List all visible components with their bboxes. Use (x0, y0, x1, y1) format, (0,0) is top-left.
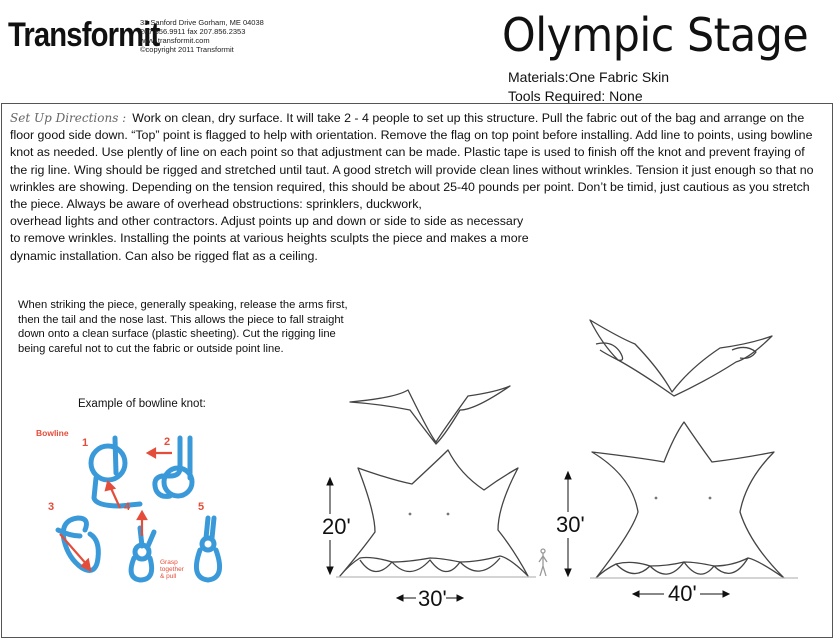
company-address: 33 Sanford Drive Gorham, ME 04038 (140, 18, 264, 27)
knot-arrowhead-4 (138, 512, 146, 519)
large-width-arrowhead-left (633, 591, 639, 597)
large-stage-top-view-flap-left (596, 343, 623, 360)
knot-arrowhead-2 (148, 449, 155, 457)
large-stage-elevation (592, 422, 784, 578)
small-stage-width-label: 30' (418, 586, 447, 611)
knot-step-1-label: 1 (82, 437, 89, 449)
human-scale-figure-icon (539, 549, 547, 576)
knot-title: Example of bowline knot: (78, 398, 206, 410)
large-stage-center-dot-left (655, 497, 658, 500)
small-stage-center-dot-right (447, 513, 450, 516)
knot-step-2-label: 2 (164, 436, 171, 448)
knot-step-5-rope (196, 518, 219, 580)
bowline-knot-illustration (30, 418, 245, 583)
company-info (140, 18, 264, 54)
stage-diagrams (300, 300, 830, 630)
knot-step-2-rope (155, 438, 192, 496)
small-stage-top-view (350, 386, 510, 444)
large-width-arrowhead-right (723, 591, 729, 597)
grasp-label-line-2: together (160, 566, 184, 573)
small-stage-elevation (340, 450, 528, 576)
large-stage-center-dot-right (709, 497, 712, 500)
tools-line: Tools Required: None (508, 88, 643, 104)
brand-logo: Transformit (8, 16, 160, 54)
knot-step-3-rope (58, 518, 98, 570)
large-stage-width-label: 40' (668, 581, 697, 606)
page-title: Olympic Stage (502, 8, 809, 62)
setup-directions-text-narrow: overhead lights and other contractors. Adjust points up and down or side to side as necessary to remove wrinkles. Installing the points at various heights sculpts the piece and makes a more dynamic installation. Can also be rigged flat as a ceiling. (10, 214, 529, 263)
setup-directions (10, 110, 825, 265)
large-stage-scallops (616, 558, 748, 574)
small-width-arrowhead-left (397, 595, 403, 601)
large-height-arrowhead-bottom (565, 569, 571, 576)
small-stage-center-dot-left (409, 513, 412, 516)
small-stage-height-label: 20' (322, 514, 351, 539)
setup-directions-label: Set Up Directions : (10, 111, 127, 125)
materials-line: Materials:One Fabric Skin (508, 69, 670, 85)
small-height-arrowhead-top (327, 478, 333, 485)
grasp-label-line-3: & pull (160, 573, 177, 580)
small-height-arrowhead-bottom (327, 567, 333, 574)
company-website[interactable]: www.transformit.com (140, 36, 210, 45)
large-stage-height-label: 30' (556, 512, 585, 537)
knot-arrowhead-1 (106, 482, 114, 490)
knot-step-4-label: 4 (124, 501, 131, 513)
grasp-label-line-1: Grasp (160, 559, 178, 566)
small-width-arrowhead-right (457, 595, 463, 601)
knot-step-5-label: 5 (198, 501, 205, 513)
setup-directions-text: Work on clean, dry surface. It will take 2 - 4 people to set up this structure. Pull the fabric out of the bag and arrange on the floor good side down. “Top” point is flagged to help with orientation. Remove the flag on top point before installing. Add line to points, using bowline knot as needed. Use plently of line on each point so that adjustment can be made. Plastic tape is used to finish off the knot and prevent fraying of the rig line. Wing should be rigged and stretched until taut. A good stretch will provide clean lines without wrinkles. Tension it just enough so that no wrinkles are showing. Depending on the tension required, this should be about 25-40 pounds per point. Don’t be timid, just cautious as you stretch the piece. Always be aware of overhead obstructions: sprinklers, duckwork, (10, 111, 814, 212)
bowline-label: Bowline (36, 428, 69, 438)
knot-step-3-label: 3 (48, 501, 55, 513)
large-height-arrowhead-top (565, 472, 571, 479)
company-copyright: ©copyright 2011 Transformit (140, 45, 234, 54)
company-phone-fax: 207.856.9911 fax 207.856.2353 (140, 27, 246, 36)
striking-instructions: When striking the piece, generally speaking, release the arms first, then the tail and the nose last. This allows the piece to fall straight down onto a clean surface (plastic sheeting). Cut the rigging line being careful not to cut the fabric or outside point line. (18, 299, 348, 355)
